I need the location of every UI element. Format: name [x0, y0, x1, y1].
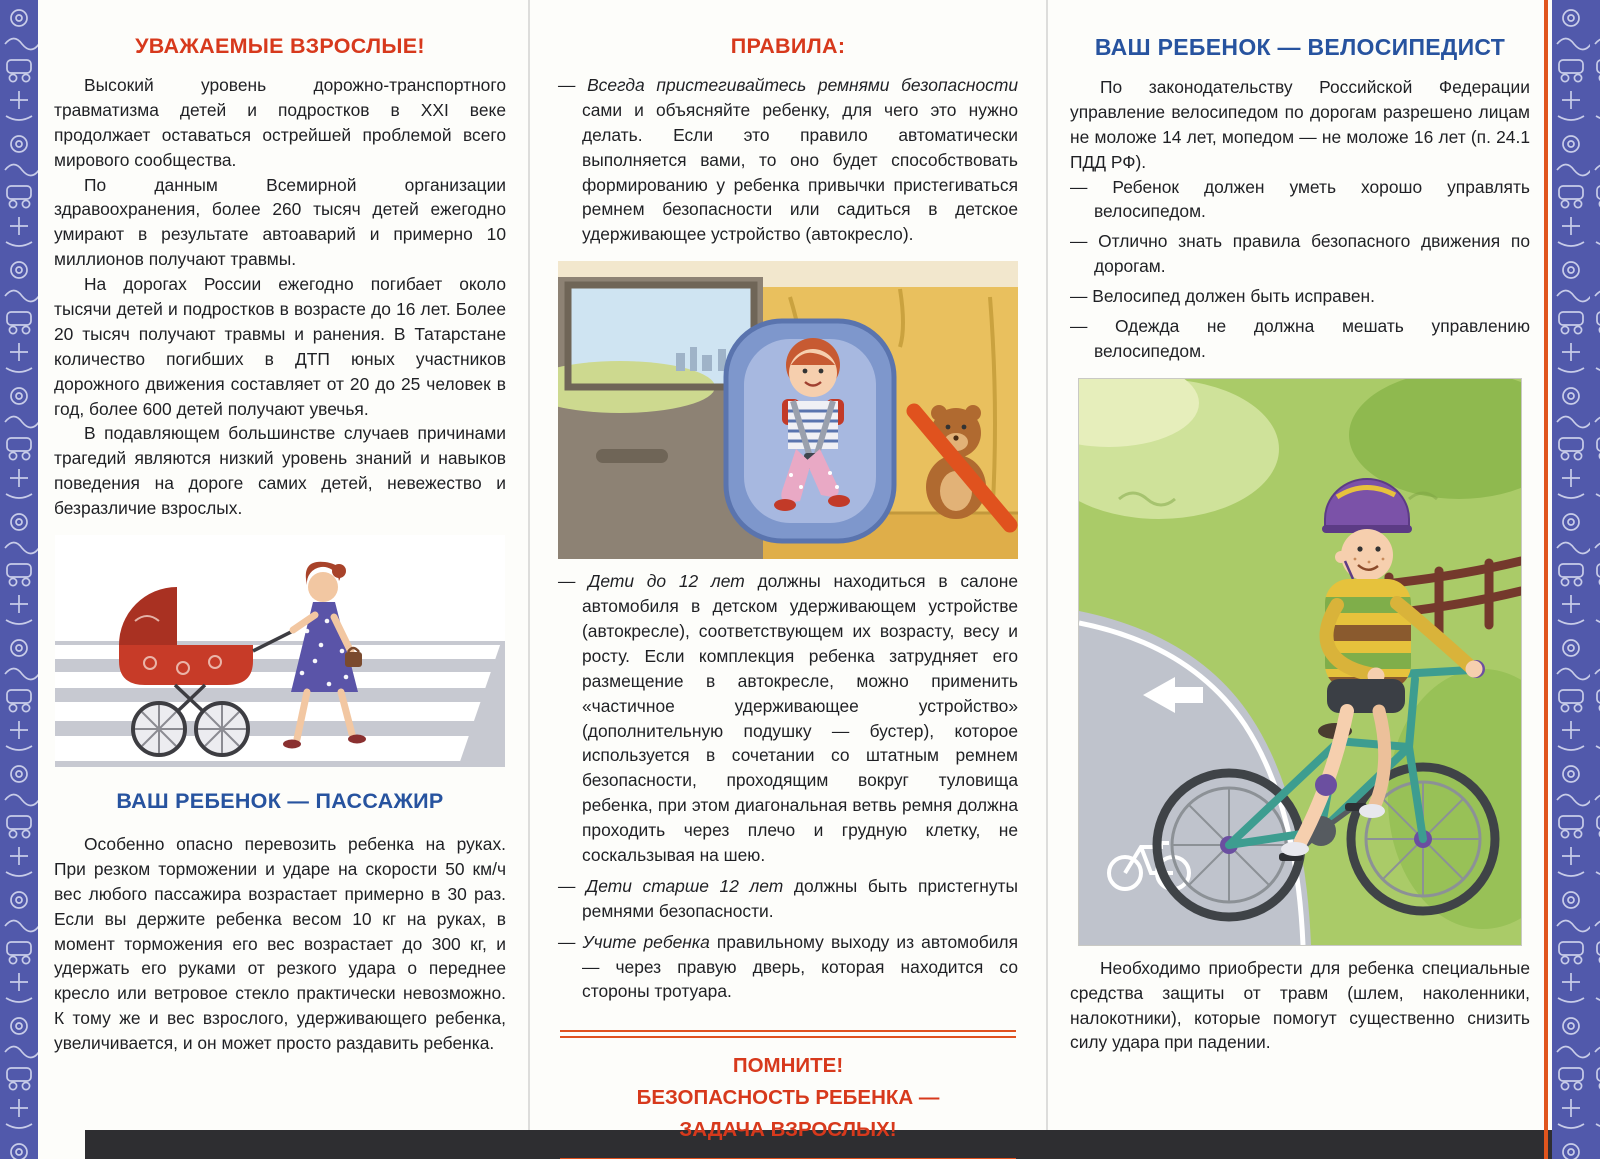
rule-item: — Всегда пристегивайтесь ремнями безопасности сами и объясняйте ребенку, для чего это нужно делать. Если это правило автоматически выполняется вами, то оно будет способствовать формированию у ребенка привычки пристегиваться ремнем безопасности или садиться в детское удерживающее устройство (автокресло). — [558, 75, 1018, 245]
panel-cyclist-title: ВАШ РЕБЕНОК — ВЕЛОСИПЕДИСТ — [1094, 34, 1506, 60]
panel-rules — [558, 24, 1018, 1159]
paragraph: Высокий уровень дорожно-транспортного травматизма детей и подростков в XXI веке продолжает оставаться острейшей проблемой всего мирового сообщества. — [54, 75, 506, 170]
bullet-item: — Отлично знать правила безопасного движения по дорогам. — [1070, 231, 1530, 277]
panel-adults-title: УВАЖАЕМЫЕ ВЗРОСЛЫЕ! — [135, 34, 425, 58]
decorative-border-right — [1552, 0, 1600, 1159]
paragraph: На дорогах России ежегодно погибает около тысячи детей и подростков в возрасте до 16 лет. Более 20 тысяч получают травмы и ранения. В Татарстане количество погибших в ДТП юных участников дорожного движения составляет от 20 до 25 человек в год, более 600 детей получают увечья. — [54, 274, 506, 419]
reminder-block — [558, 1030, 1018, 1159]
rule-item: — Дети старше 12 лет должны быть пристегнуты ремнями безопасности. — [558, 875, 1018, 921]
rule-item: — Дети до 12 лет должны находиться в салоне автомобиля в детском удерживающем устройстве (автокресле), соответствующем их возрасту, весу и росту. Если комплекция ребенка затрудняет его размещение в автокресле, можно применить «частичное удерживающее устройство» (дополнительную подушку — бустер), которое используется в сочетании со штатным ремнем безопасности, проходящим вокруг туловища ребенка, при этом диагональная ветвь ремня должна проходить через плечо и грудную клетку, не соскальзывая на шею. — [558, 571, 1018, 866]
fold-line — [1046, 0, 1048, 1130]
paragraph: В подавляющем большинстве случаев причинами трагедий являются низкий уровень знаний и навыков поведения на дороге самих детей, невежество и безразличие взрослых. — [54, 423, 506, 519]
page-edge-line — [1544, 0, 1548, 1159]
bullet-item: — Велосипед должен быть исправен. — [1070, 286, 1375, 307]
rule-item: — Учите ребенка правильному выходу из автомобиля — через правую дверь, которая находится со стороны тротуара. — [558, 931, 1018, 1002]
panel-rules-title: ПРАВИЛА: — [730, 34, 846, 58]
decorative-border-left — [0, 0, 38, 1159]
car-seat-illustration — [558, 261, 1018, 559]
panel-passenger-title: ВАШ РЕБЕНОК — ПАССАЖИР — [116, 789, 444, 814]
panel-cyclist — [1070, 24, 1530, 1055]
reminder-line: ЗАДАЧА ВЗРОСЛЫХ! — [679, 1117, 897, 1141]
paragraph: Необходимо приобрести для ребенка специальные средства защиты от травм (шлем, наколенники, налокотники), которые помогут существенно снизить силу удара при падении. — [1070, 957, 1530, 1053]
paragraph: По законодательству Российской Федерации управление велосипедом по дорогам разрешено лицам не моложе 14 лет, мопедом — не моложе 16 лет (п. 24.1 ПДД РФ). — [1070, 77, 1530, 172]
bullet-item: — Одежда не должна мешать управлению велосипедом. — [1070, 316, 1530, 361]
reminder-line: ПОМНИТЕ! — [732, 1054, 844, 1078]
reminder-line: БЕЗОПАСНОСТЬ РЕБЕНКА — — [636, 1086, 940, 1110]
double-rule — [560, 1030, 1016, 1038]
cyclist-illustration — [1078, 378, 1522, 946]
paragraph: По данным Всемирной организации здравоохранения, более 260 тысяч детей ежегодно умирают в результате автоаварий и примерно 10 миллионов получают травмы. — [54, 174, 506, 270]
crosswalk-pram-illustration — [55, 535, 505, 767]
bullet-item: — Ребенок должен уметь хорошо управлять велосипедом. — [1070, 176, 1530, 222]
panel-adults — [54, 24, 506, 1056]
fold-line — [528, 0, 530, 1130]
paragraph: Особенно опасно перевозить ребенка на руках. При резком торможении и ударе на скорости 50 км/ч вес любого пассажира возрастает примерно в 30 раз. Если вы держите ребенка весом 10 кг на руках, в момент торможения его вес возрастает до 300 кг, и удержать его руками от резкого удара о переднее кресло или ветровое стекло практически невозможно. К тому же и вес взрослого, удерживающего ребенка, увеличивается, и он может просто раздавить ребенка. — [54, 834, 506, 1054]
